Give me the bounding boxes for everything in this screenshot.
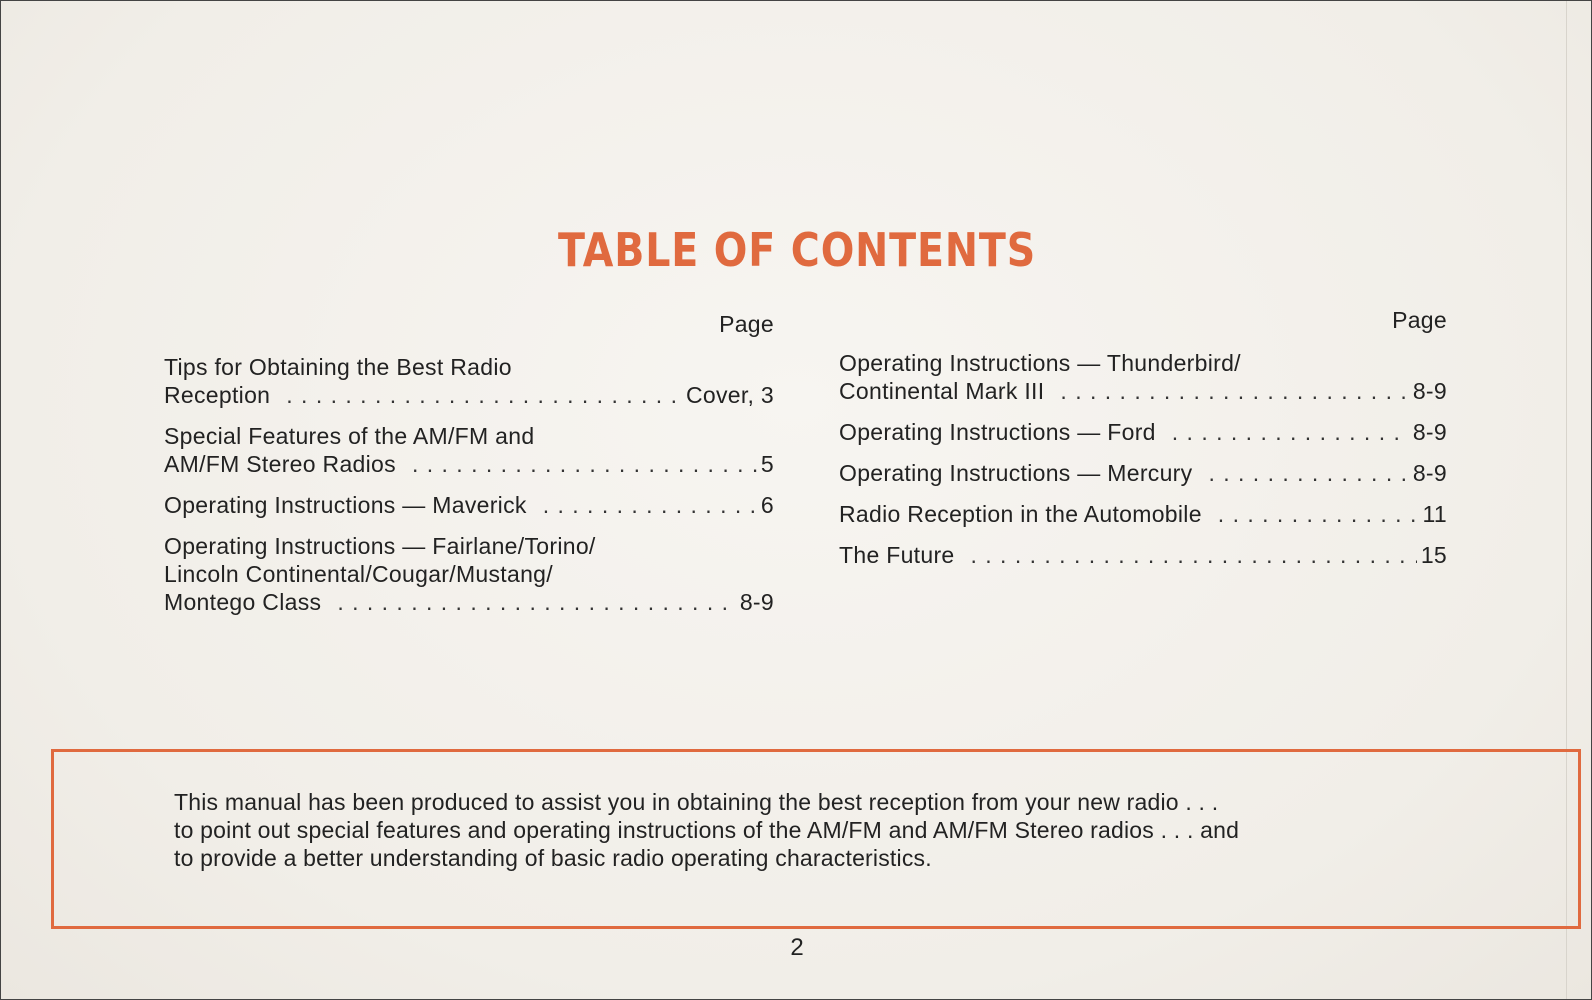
notice-text [174,788,1452,872]
toc-entry[interactable] [164,491,774,519]
dot-leader [1060,377,1408,405]
toc-entry-line: Operating Instructions — Fairlane/Torino/ [164,533,596,559]
toc-entry[interactable] [164,532,774,616]
page-title: TABLE OF CONTENTS [557,223,1037,277]
toc-entry-title: Operating Instructions — Ford [839,419,1156,445]
toc-entry[interactable] [839,349,1447,405]
page-number: 2 [790,934,804,961]
toc-entry-page: 15 [1420,542,1447,568]
toc-entry-title: Reception [164,382,271,408]
toc-entry-line: Special Features of the AM/FM and [164,423,535,449]
toc-entry[interactable] [839,459,1447,487]
toc-entry-title: Operating Instructions — Mercury [839,460,1193,486]
toc-entry-page: 8-9 [1412,460,1447,486]
toc-entry-page: 11 [1422,501,1447,527]
toc-entry-page: 8-9 [1412,419,1447,445]
notice-line: to point out special features and operating instructions of the AM/FM and AM/FM Stereo radios . . . and [174,817,1240,843]
toc-entry-page: Cover, 3 [685,382,774,408]
dot-leader [543,491,757,519]
dot-leader [971,541,1417,569]
toc-entry-page: 8-9 [1412,378,1447,404]
toc-left-column [164,311,774,629]
dot-leader [337,588,736,616]
notice-line: This manual has been produced to assist you in obtaining the best reception from your new radio . . . [174,789,1219,815]
toc-entry-line: Tips for Obtaining the Best Radio [164,354,512,380]
toc-entry-title: AM/FM Stereo Radios [164,451,396,477]
toc-entry-page: 5 [760,451,774,477]
dot-leader [412,450,757,478]
toc-entry-title: Montego Class [164,589,322,615]
toc-entry-title: The Future [839,542,955,568]
dot-leader [286,381,682,409]
toc-entry-line: Operating Instructions — Thunderbird/ [839,350,1241,376]
notice-box [51,749,1581,929]
toc-entry-page: 6 [760,492,774,518]
page-column-header: Page [1392,307,1447,333]
dot-leader [1172,418,1409,446]
toc-entry-title: Continental Mark III [839,378,1045,404]
dot-leader [1208,459,1408,487]
toc-entry[interactable] [839,500,1447,528]
page-column-header: Page [719,311,774,337]
toc-right-column [839,307,1447,582]
toc-entry-page: 8-9 [739,589,774,615]
toc-entry-title: Operating Instructions — Maverick [164,492,527,518]
dot-leader [1218,500,1419,528]
toc-entry[interactable] [164,422,774,478]
toc-entry-title: Radio Reception in the Automobile [839,501,1202,527]
toc-entry[interactable] [839,541,1447,569]
toc-entry[interactable] [839,418,1447,446]
toc-entry[interactable] [164,353,774,409]
toc-entry-line: Lincoln Continental/Cougar/Mustang/ [164,561,553,587]
notice-line: to provide a better understanding of basic radio operating characteristics. [174,845,932,871]
